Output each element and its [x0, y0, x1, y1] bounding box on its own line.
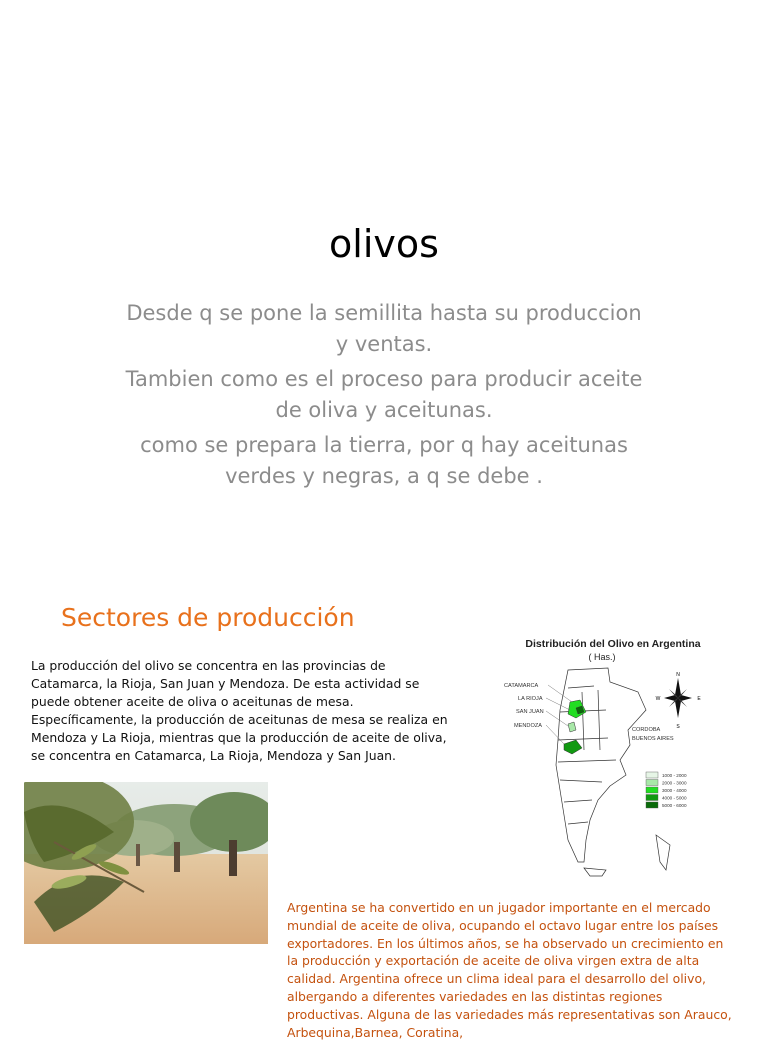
map-title: Distribución del Olivo en Argentina — [525, 638, 701, 650]
map-subtitle: ( Has.) — [588, 652, 616, 662]
legend-swatch — [646, 787, 658, 793]
olive-grove-photo — [24, 782, 268, 944]
legend-label: 4000 - 5000 — [662, 795, 687, 801]
compass-label: N — [676, 672, 680, 678]
subtitle-line: Desde q se pone la semillita hasta su produccion y ventas. — [126, 301, 642, 356]
legend-swatch — [646, 802, 658, 808]
province-label: CORDOBA — [632, 727, 661, 733]
legend-label: 1000 - 2000 — [662, 773, 687, 778]
map-legend — [646, 772, 687, 808]
compass-rose-icon — [656, 672, 702, 730]
province-label: MENDOZA — [514, 723, 542, 729]
slide-subtitle — [118, 298, 650, 496]
production-paragraph: La producción del olivo se concentra en las provincias de Catamarca, la Rioja, San Juan y Mendoza. De esta actividad se puede obtener aceite de oliva o aceitunas de mesa. Específicamente, la producción de aceitunas de mesa se realiza en Mendoza y La Rioja, mientras que la producción de aceite de oliva, se concentra en Catamarca, La Rioja, Mendoza y San Juan. — [31, 658, 448, 763]
section-heading: Sectores de producción — [61, 603, 355, 632]
legend-swatch — [646, 795, 658, 801]
slide-title: olivos — [329, 222, 439, 266]
legend-label: 5000 - 6000 — [662, 803, 687, 808]
subtitle-line: Tambien como es el proceso para producir aceite de oliva y aceitunas. — [125, 367, 643, 422]
province-label: SAN JUAN — [516, 709, 544, 715]
subtitle-line: como se prepara la tierra, por q hay aceitunas verdes y negras, a q se debe . — [140, 433, 628, 488]
olive-distribution-map — [498, 630, 728, 880]
legend-label: 3000 - 4000 — [662, 788, 687, 793]
export-paragraph: Argentina se ha convertido en un jugador importante en el mercado mundial de aceite de oliva, ocupando el octavo lugar entre los países exportadores. En los últimos años, se ha observado un crecimiento en la producción y exportación de aceite de oliva virgen extra de alta calidad. Argentina ofrece un clima ideal para el desarrollo del olivo, albergando a diferentes variedades en las distintas regiones productivas. Alguna de las variedades más representativas son Arauco, Arbequina,Barnea, Coratina, — [287, 900, 732, 1040]
compass-label: W — [655, 696, 661, 702]
province-label: LA RIOJA — [518, 696, 543, 702]
compass-label: E — [697, 696, 701, 702]
province-label: BUENOS AIRES — [632, 736, 674, 742]
legend-label: 2000 - 3000 — [662, 780, 687, 786]
compass-label: S — [676, 724, 680, 730]
legend-swatch — [646, 780, 658, 786]
legend-swatch — [646, 772, 658, 778]
province-label: CATAMARCA — [504, 683, 539, 689]
